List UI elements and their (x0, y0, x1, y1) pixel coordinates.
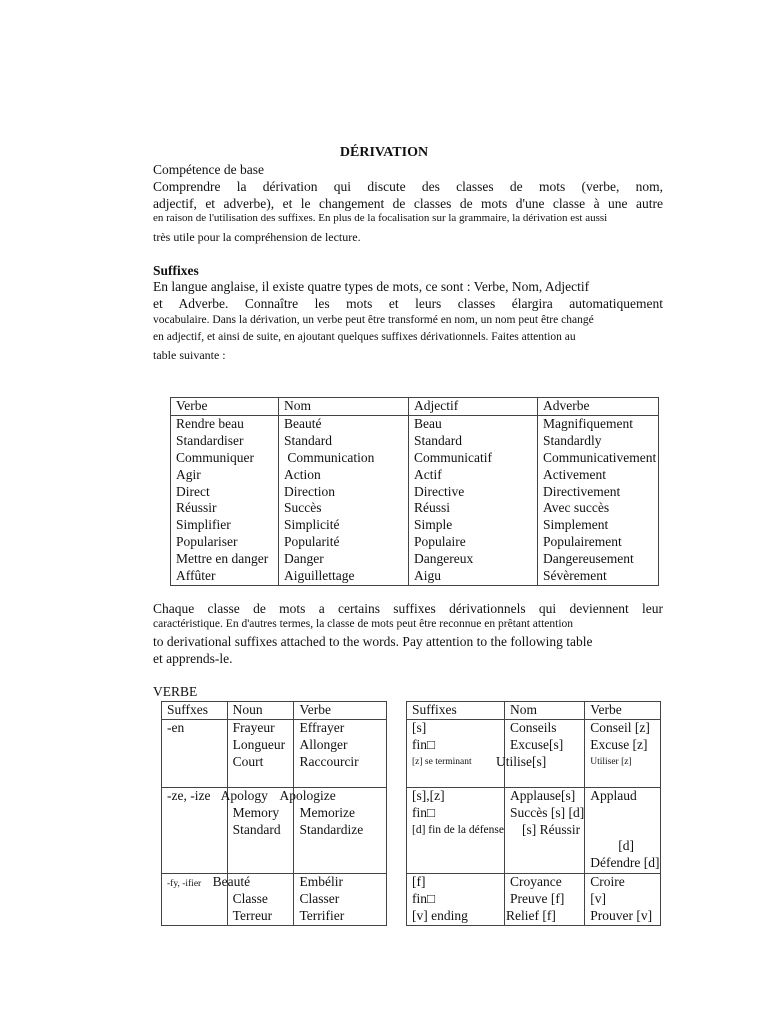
suffixes-line-5: table suivante : (153, 348, 226, 362)
header-suffixes: Suffixes (407, 702, 505, 720)
table-cell: Action (279, 467, 409, 484)
table-row (171, 551, 659, 568)
verb-cell (585, 787, 660, 873)
suffixes-line-3: vocabulaire. Dans la dérivation, un verbe peut être transformé en nom, un nom peut être changé (153, 314, 594, 326)
table-cell: Magnifiquement (543, 415, 633, 431)
verb: Raccourcir (299, 753, 359, 769)
verb: Applaud (590, 787, 637, 803)
intro-line-3: en raison de l'utilisation des suffixes. En plus de la focalisation sur la grammaire, la dérivation est aussi (153, 212, 608, 224)
table-cell: Standardiser (176, 432, 244, 448)
table-cell: Sévèrement (543, 568, 607, 584)
noun: Croyance (509, 873, 562, 889)
noun: Standard (232, 821, 281, 837)
table-cell: Simplement (543, 517, 609, 533)
noun: Utilise[s] (495, 753, 547, 769)
table-cell: Communiquer (176, 449, 254, 465)
verb: Effrayer (299, 719, 345, 735)
table-cell: Populariser (176, 534, 238, 550)
verb: [v] (590, 890, 606, 906)
header-suffixes: Suffxes (162, 702, 228, 720)
verb: Apologize (279, 787, 336, 803)
table-row (407, 719, 661, 787)
noun: [s] Réussir (521, 821, 581, 837)
noun: Conseils (509, 719, 557, 735)
table-cell: Danger (279, 551, 409, 568)
noun-cell (495, 719, 584, 787)
noun: Preuve [f] (509, 890, 565, 906)
noun-verb-sound-table (406, 701, 661, 926)
table-cell: Dangereux (409, 551, 538, 568)
table-row (171, 500, 659, 517)
header-verbe: Verbe (585, 702, 660, 720)
table-row (162, 719, 387, 787)
header-adjectif: Adjectif (409, 398, 538, 416)
table-cell: Aiguillettage (279, 568, 409, 585)
verb: Embélir (299, 873, 343, 889)
noun: Beauté (212, 873, 251, 889)
table-cell: Aigu (409, 568, 538, 585)
para2-line-1: Chaque classe de mots a certains suffixes dérivationnels qui deviennent leur (153, 601, 663, 616)
noun-cell (504, 873, 584, 925)
intro-line-1: Comprendre la dérivation qui discute des classes de mots (verbe, nom, (153, 179, 663, 194)
table-cell: Succès (279, 500, 409, 517)
header-adverbe: Adverbe (538, 398, 659, 416)
intro-line-2: adjectif, et adverbe), et le changement de classes de mots d'une classe à une autre (153, 196, 663, 211)
noun-cell (504, 787, 584, 873)
suffix-cell: -ze, -ize (162, 787, 228, 873)
suffix-cell (407, 787, 505, 873)
noun: Terreur (232, 907, 273, 923)
para2-line-4: et apprends-le. (153, 651, 233, 666)
noun: Longueur (232, 736, 286, 752)
suffix-cell (407, 873, 505, 925)
suffix-line: fin□ (412, 804, 436, 820)
table-cell: Agir (176, 466, 201, 482)
table-header-row (171, 398, 659, 416)
table-cell: Communicatif (409, 450, 538, 467)
suffix-cell (407, 719, 505, 787)
noun: Memory (232, 804, 280, 820)
suffix-line: fin□ (412, 890, 436, 906)
verb: Prouver [v] (590, 907, 653, 923)
noun: Classe (232, 890, 268, 906)
table-cell: Popularité (279, 534, 409, 551)
table-row (407, 787, 661, 873)
table-cell: Direction (279, 484, 409, 501)
noun-cell (227, 719, 294, 787)
suffix-line: [d] fin de la défense (412, 823, 504, 836)
table-cell: Communicativement (543, 449, 657, 465)
verb-cell (294, 719, 387, 787)
table-row (171, 467, 659, 484)
table-cell: Standard (279, 433, 409, 450)
verb: Terrifier (299, 907, 345, 923)
suffix-line: fin□ (412, 736, 436, 752)
table-cell: Réussi (409, 500, 538, 517)
table-row (162, 873, 387, 925)
table-cell: Simple (409, 517, 538, 534)
suffixes-line-4: en adjectif, et ainsi de suite, en ajoutant quelques suffixes dérivationnels. Faites attention au (153, 331, 576, 343)
header-verbe: Verbe (294, 702, 387, 720)
table-row (407, 873, 661, 925)
table-cell: Actif (409, 467, 538, 484)
suffix-line: [s] (412, 719, 427, 735)
table-cell: Rendre beau (176, 415, 244, 431)
table-cell: Mettre en danger (176, 551, 269, 567)
verbe-heading: VERBE (153, 684, 198, 699)
table-cell: Avec succès (543, 500, 610, 516)
verb-cell (585, 719, 660, 787)
verb: Conseil [z] (590, 719, 650, 735)
verb: Standardize (299, 821, 364, 837)
verb: [d] (618, 837, 634, 853)
table-cell: Simplifier (176, 517, 231, 533)
verb-cell (294, 873, 387, 925)
noun: Excuse[s] (509, 736, 564, 752)
header-nom: Nom (504, 702, 584, 720)
noun: Relief [f] (505, 907, 556, 923)
suffix-line: [f] (412, 873, 426, 889)
suffix-cell: -en (162, 719, 228, 787)
verb: Défendre [d] (590, 854, 660, 870)
verb-cell (585, 873, 660, 925)
table-row (171, 534, 659, 551)
verb: Croire (590, 873, 625, 889)
table-row (171, 568, 659, 585)
table-cell: Populairement (543, 534, 622, 550)
verb: Excuse [z] (590, 736, 648, 752)
header-noun: Noun (227, 702, 294, 720)
para2-line-3: to derivational suffixes attached to the words. Pay attention to the following table (153, 634, 593, 649)
table-row (171, 484, 659, 501)
table-cell: Dangereusement (543, 551, 634, 567)
header-nom: Nom (279, 398, 409, 416)
verb: Allonger (299, 736, 348, 752)
suffix-line: [v] ending (412, 907, 468, 923)
table-cell: Beau (409, 415, 538, 432)
para2-line-2: caractéristique. En d'autres termes, la classe de mots peut être reconnue en prêtant attention (153, 618, 574, 630)
noun-cell (212, 873, 294, 925)
suffix-line: [s],[z] (412, 787, 445, 803)
table-row (171, 450, 659, 467)
verb-suffix-table (161, 701, 387, 926)
suffix-text: -fy, -ifier (167, 878, 202, 889)
table-row (162, 787, 387, 873)
table-cell: Directivement (543, 483, 621, 499)
table-row (171, 415, 659, 432)
noun: Apology (220, 787, 268, 803)
table-cell: Simplicité (279, 517, 409, 534)
header-verbe: Verbe (171, 398, 279, 416)
verb: Utiliser [z] (590, 756, 632, 767)
suffixes-line-2: et Adverbe. Connaître les mots et leurs classes élargira automatiquement (153, 296, 663, 311)
page-title: DÉRIVATION (339, 145, 429, 160)
verb-cell (279, 787, 387, 873)
table-cell: Standardly (543, 432, 602, 448)
word-class-table (170, 397, 659, 586)
table-cell: Direct (176, 483, 210, 499)
table-cell: Populaire (409, 534, 538, 551)
verb-spacer (590, 805, 659, 838)
table-cell: Réussir (176, 500, 217, 516)
table-header-row (407, 702, 661, 720)
table-row (171, 517, 659, 534)
table-cell: Directive (409, 484, 538, 501)
table-row (171, 433, 659, 450)
table-cell: Standard (409, 433, 538, 450)
suffixes-line-1: En langue anglaise, il existe quatre types de mots, ce sont : Verbe, Nom, Adjectif (153, 279, 590, 294)
noun: Frayeur (232, 719, 275, 735)
intro-line-4: très utile pour la compréhension de lecture. (153, 230, 361, 244)
table-cell: Affûter (176, 568, 216, 584)
noun: Succès [s] [d] (509, 804, 585, 820)
suffixes-heading: Suffixes (153, 263, 199, 278)
table-cell: Beauté (279, 415, 409, 432)
suffix-line: [z] se terminant (412, 756, 472, 767)
noun: Applause[s] (509, 787, 576, 803)
intro-heading: Compétence de base (153, 162, 264, 177)
noun: Court (232, 753, 264, 769)
verb: Memorize (299, 804, 355, 820)
table-cell: Communication (279, 450, 409, 467)
table-cell: Activement (543, 466, 606, 482)
table-header-row (162, 702, 387, 720)
verb: Classer (299, 890, 340, 906)
